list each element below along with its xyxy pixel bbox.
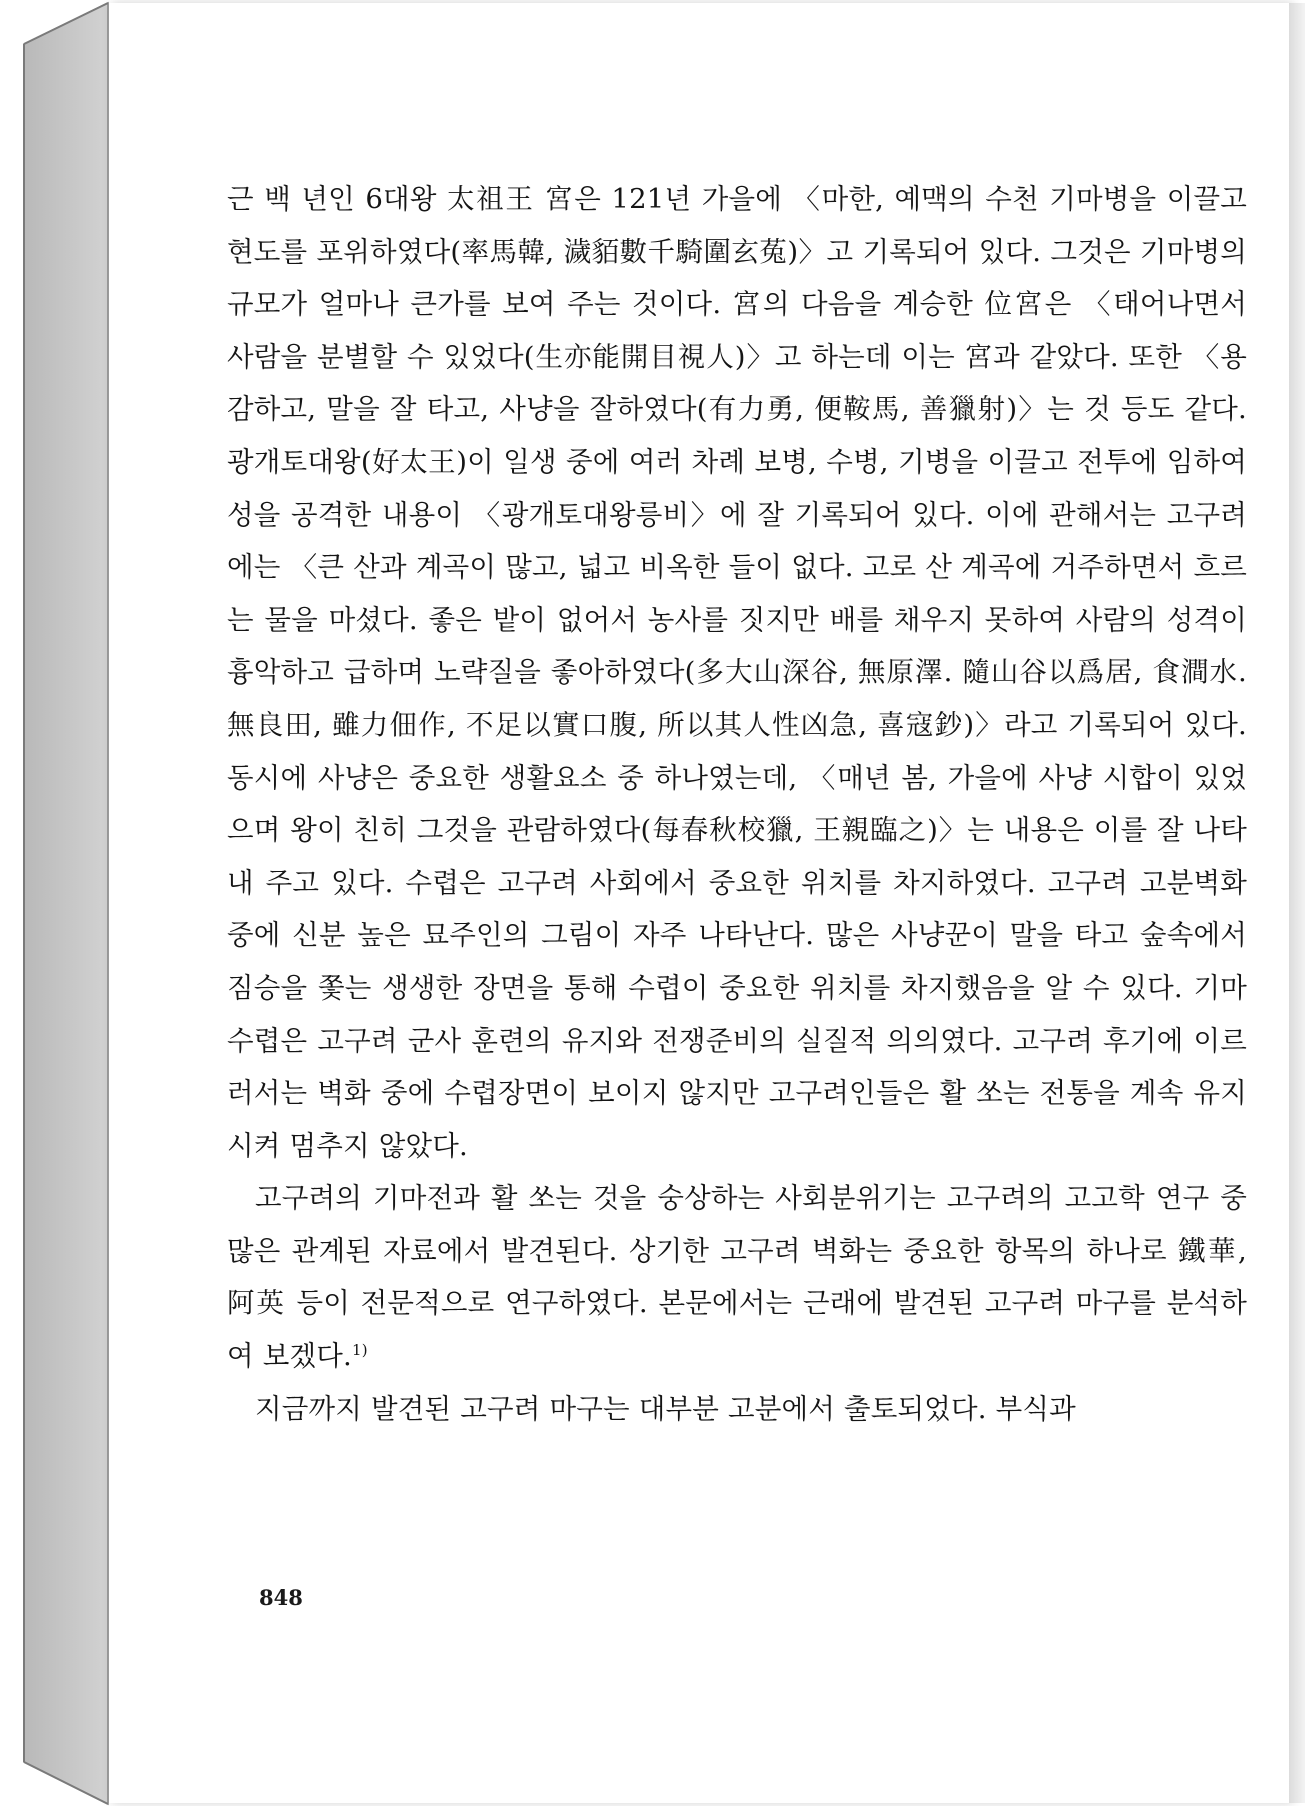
paragraph-2-text: 고구려의 기마전과 활 쏘는 것을 숭상하는 사회분위기는 고구려의 고고학 연구 중 많은 관계된 자료에서 발견된다. 상기한 고구려 벽화는 중요한 항목의 하나로 鐵華, 阿英 등이 전문적으로 연구하였다. 본문에서는 근래에 발견된 고구려 마구를 분석하여 보겠다. [227,1182,1247,1373]
paragraph-1: 근 백 년인 6대왕 太祖王 宮은 121년 가을에 〈마한, 예맥의 수천 기마병을 이끌고 현도를 포위하였다(率馬韓, 濊貊數千騎圍玄菟)〉고 기록되어 있다. 그것은 기마병의 규모가 얼마나 큰가를 보여 주는 것이다. 宮의 다음을 계승한 位宮은 〈태어나면서 사람을 분별할 수 있었다(生亦能開目視人)〉고 하는데 이는 宮과 같았다. 또한 〈용감하고, 말을 잘 타고, 사냥을 잘하였다(有力勇, 便鞍馬, 善獵射)〉는 것 등도 같다. 광개토대왕(好太王)이 일생 중에 여러 차례 보병, 수병, 기병을 이끌고 전투에 임하여 성을 공격한 내용이 〈광개토대왕릉비〉에 잘 기록되어 있다. 이에 관해서는 고구려에는 〈큰 산과 계곡이 많고, 넓고 비옥한 들이 없다. 고로 산 계곡에 거주하면서 흐르는 물을 마셨다. 좋은 밭이 없어서 농사를 짓지만 배를 채우지 못하여 사람의 성격이 흉악하고 급하며 노략질을 좋아하였다(多大山深谷, 無原澤. 隨山谷以爲居, 食澗水. 無良田, 雖力佃作, 不足以實口腹, 所以其人性凶急, 喜寇鈔)〉라고 기록되어 있다. 동시에 사냥은 중요한 생활요소 중 하나였는데, 〈매년 봄, 가을에 사냥 시합이 있었으며 왕이 친히 그것을 관람하였다(每春秋校獵, 王親臨之)〉는 내용은 이를 잘 나타내 주고 있다. 수렵은 고구려 사회에서 중요한 위치를 차지하였다. 고구려 고분벽화 중에 신분 높은 묘주인의 그림이 자주 나타난다. 많은 사냥꾼이 말을 타고 숲속에서 짐승을 쫓는 생생한 장면을 통해 수렵이 중요한 위치를 차지했음을 알 수 있다. 기마 수렵은 고구려 군사 훈련의 유지와 전쟁준비의 실질적 의의였다. 고구려 후기에 이르러서는 벽화 중에 수렵장면이 보이지 않지만 고구려인들은 활 쏘는 전통을 계속 유지시켜 멈추지 않았다. [227,183,1247,1162]
page-edge-shadow [1289,3,1305,1803]
body-text [227,173,1247,1435]
page-number: 848 [259,1585,303,1610]
paragraph-3: 지금까지 발견된 고구려 마구는 대부분 고분에서 출토되었다. 부식과 [255,1392,1076,1425]
paragraph-2 [227,1172,1247,1382]
footnote-marker: 1) [351,1340,368,1359]
book-page [108,3,1289,1803]
